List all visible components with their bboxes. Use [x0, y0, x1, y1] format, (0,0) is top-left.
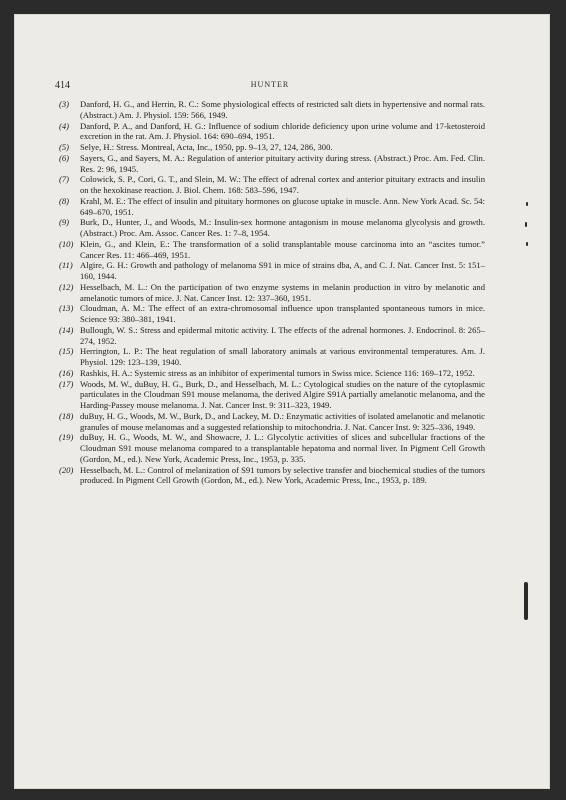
reference-text: Hesselbach, M. L.: On the participation of two enzyme systems in melanin production in vitro by melanotic and amelanotic tumors of mice. J. Nat. Cancer Inst. 12: 337–360, 1951.: [80, 281, 485, 303]
page-number: 414: [55, 80, 70, 91]
reference-item: [55, 260, 485, 282]
reference-text: Rashkis, H. A.: Systemic stress as an inhibitor of experimental tumors in Swiss mice. Science 116: 169–172, 1952.: [80, 367, 475, 378]
reference-number: (8): [59, 195, 70, 206]
reference-number: (4): [59, 120, 70, 131]
reference-number: (7): [59, 174, 70, 185]
reference-text: Herrington, L. P.: The heat regulation of small laboratory animals at various environmental temperatures. Am. J. Physiol. 129: 123–139, 1940.: [80, 346, 485, 367]
reference-item: [55, 303, 485, 325]
reference-number: (13): [59, 303, 74, 314]
margin-mark: [526, 242, 528, 246]
reference-number: (17): [59, 378, 74, 389]
reference-number: (3): [59, 99, 70, 109]
reference-item: [55, 411, 485, 433]
reference-text: Hesselbach, M. L.: Control of melanization of S91 tumors by selective transfer and biochemical studies of the tumors produced. In Pigment Cell Growth (Gordon, M., ed.). New York, Academic Press, Inc., 1953, p. 189.: [80, 464, 485, 486]
reference-item: [55, 368, 485, 379]
reference-list: [55, 99, 485, 486]
reference-item: [55, 465, 485, 487]
running-head: HUNTER: [250, 80, 290, 89]
reference-number: (6): [59, 152, 70, 163]
reference-number: (5): [59, 142, 70, 152]
reference-number: (9): [59, 217, 70, 228]
reference-item: [55, 239, 485, 261]
reference-text: Danford, P. A., and Danford, H. G.: Influence of sodium chloride deficiency upon urine volume and 17-ketosteroid excretion in the rat. Am. J. Physiol. 164: 690–694, 1951.: [80, 120, 485, 142]
reference-text: Bullough, W. S.: Stress and epidermal mitotic activity. I. The effects of the adrenal hormones. J. Endocrinol. 8: 265–274, 1952.: [80, 324, 485, 346]
reference-number: (15): [59, 346, 74, 357]
reference-item: [55, 325, 485, 347]
reference-text: Klein, G., and Klein, E.: The transformation of a solid transplantable mouse carcinoma into an “ascites tumor.” Cancer Res. 11: 466–469, 1951.: [80, 238, 485, 260]
reference-text: Sayers, G., and Sayers, M. A.: Regulation of anterior pituitary activity during stress. (Abstract.) Proc. Am. Fed. Clin. Res. 2: 96, 1945.: [80, 152, 485, 174]
reference-text: Danford, H. G., and Herrin, R. C.: Some physiological effects of restricted salt diets in hypertensive and normal rats. (Abstract.) Am. J. Physiol. 159: 566, 1949.: [80, 99, 485, 120]
reference-item: [55, 99, 485, 121]
reference-item: [55, 432, 485, 464]
reference-item: [55, 217, 485, 239]
reference-text: Algire, G. H.: Growth and pathology of melanoma S91 in mice of strains dba, A, and C. J. Nat. Cancer Inst. 5: 151–160, 1944.: [80, 260, 485, 281]
document-page: [14, 14, 550, 789]
clip-mark: [524, 582, 528, 620]
reference-number: (16): [59, 367, 74, 378]
reference-item: [55, 282, 485, 304]
reference-item: [55, 346, 485, 368]
reference-number: (10): [59, 238, 74, 249]
reference-item: [55, 142, 485, 153]
reference-item: [55, 379, 485, 411]
margin-mark: [526, 202, 528, 206]
reference-text: Krahl, M. E.: The effect of insulin and pituitary hormones on glucose uptake in muscle. Ann. New York Acad. Sc. 54: 649–670, 1951.: [80, 195, 485, 217]
reference-number: (14): [59, 324, 74, 335]
reference-number: (19): [59, 432, 74, 443]
margin-mark: [525, 222, 527, 227]
reference-item: [55, 196, 485, 218]
reference-text: Burk, D., Hunter, J., and Woods, M.: Insulin-sex hormone antagonism in mouse melanoma glycolysis and growth. (Abstract.) Proc. Am. Assoc. Cancer Res. 1: 7–8, 1954.: [80, 217, 485, 238]
reference-number: (11): [59, 260, 73, 271]
reference-item: [55, 174, 485, 196]
reference-text: Colowick, S. P., Cori, G. T., and Slein, M. W.: The effect of adrenal cortex and anterior pituitary extracts and insulin on the hexokinase reaction. J. Biol. Chem. 168: 583–596, 1947.: [80, 174, 485, 195]
reference-text: Selye, H.: Stress. Montreal, Acta, Inc., 1950, pp. 9–13, 27, 124, 286, 300.: [80, 142, 333, 152]
reference-text: Cloudman, A. M.: The effect of an extra-chromosomal influence upon transplanted spontaneous tumors in mice. Science 93: 380–381, 1941.: [80, 303, 485, 324]
reference-number: (18): [59, 410, 74, 421]
reference-item: [55, 153, 485, 175]
reference-number: (12): [59, 281, 74, 292]
reference-item: [55, 121, 485, 143]
reference-text: duBuy, H. G., Woods, M. W., Burk, D., and Lackey, M. D.: Enzymatic activities of isolated amelanotic and melanotic granules of mouse melanomas and a suggested relationship to mitochondria. J. Nat. Cancer Inst. 9: 325–336, 1949.: [80, 410, 485, 432]
reference-text: Woods, M. W., duBuy, H. G., Burk, D., and Hesselbach, M. L.: Cytological studies on the nature of the cytoplasmic particulates in the Cloudman S91 mouse melanoma, the derived Algire S91A partially amelanotic melanoma, and the Harding-Passey mouse melanoma. J. Nat. Cancer Inst. 9: 311–323, 1949.: [80, 378, 485, 410]
reference-number: (20): [59, 464, 74, 475]
reference-text: duBuy, H. G., Woods, M. W., and Showacre, J. L.: Glycolytic activities of slices and subcellular fractions of the Cloudman S91 mouse melanoma compared to a transplantable hepatoma and normal liver. In Pigment Cell Growth (Gordon, M., ed.). New York, Academic Press, Inc., 1953, p. 335.: [80, 432, 485, 464]
